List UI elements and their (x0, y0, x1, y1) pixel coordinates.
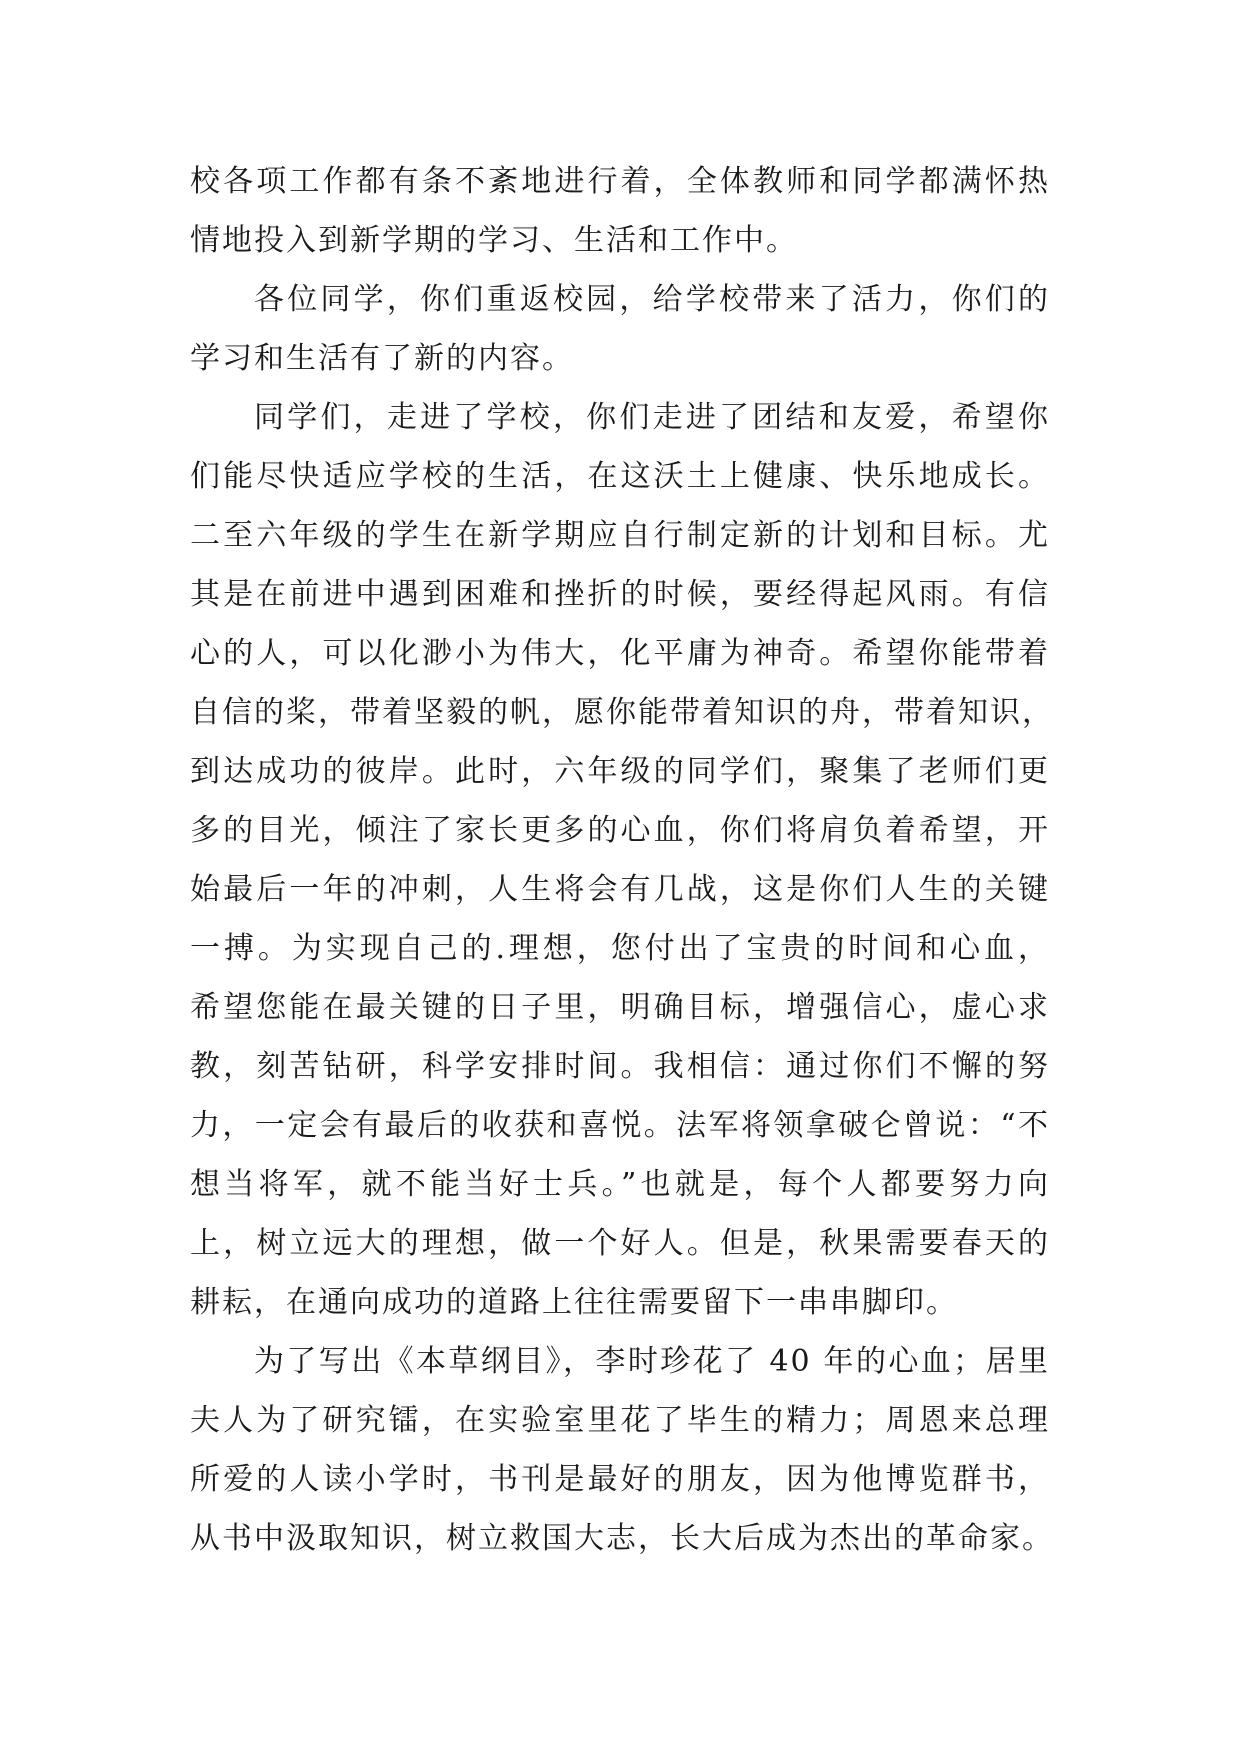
text-line: 想当将军，就不能当好士兵。”也就是，每个人都要努力向 (190, 1167, 1050, 1202)
text-line: 所爱的人读小学时，书刊是最好的朋友，因为他博览群书， (190, 1462, 1050, 1497)
text-line: 希望您能在最关键的日子里，明确目标，增强信心，虚心求 (190, 990, 1050, 1025)
text-line: 校各项工作都有条不紊地进行着，全体教师和同学都满怀热 (190, 164, 1050, 199)
text-line: 力，一定会有最后的收获和喜悦。法军将领拿破仑曾说：“不 (190, 1108, 1050, 1143)
text-line: 一搏。为实现自己的.理想，您付出了宝贵的时间和心血， (190, 931, 1050, 966)
text-line: 从书中汲取知识，树立救国大志，长大后成为杰出的革命家。 (190, 1521, 1054, 1556)
text-line: 上，树立远大的理想，做一个好人。但是，秋果需要春天的 (190, 1226, 1050, 1261)
text-line: 始最后一年的冲刺，人生将会有几战，这是你们人生的关键 (190, 872, 1050, 907)
text-line: 学习和生活有了新的内容。 (190, 341, 574, 376)
paragraph-first-line: 为了写出《本草纲目》，李时珍花了 40 年的心血；居里 (254, 1344, 1050, 1379)
text-line: 到达成功的彼岸。此时，六年级的同学们，聚集了老师们更 (190, 754, 1050, 789)
text-line: 心的人，可以化渺小为伟大，化平庸为神奇。希望你能带着 (190, 636, 1050, 671)
text-line: 教，刻苦钻研，科学安排时间。我相信：通过你们不懈的努 (190, 1049, 1050, 1084)
text-line: 们能尽快适应学校的生活，在这沃土上健康、快乐地成长。 (190, 459, 1050, 494)
text-line: 二至六年级的学生在新学期应自行制定新的计划和目标。尤 (190, 518, 1050, 553)
text-line: 其是在前进中遇到困难和挫折的时候，要经得起风雨。有信 (190, 577, 1050, 612)
text-line: 自信的桨，带着坚毅的帆，愿你能带着知识的舟，带着知识， (190, 695, 1054, 730)
text-line: 耕耘，在通向成功的道路上往往需要留下一串串脚印。 (190, 1285, 958, 1320)
paragraph-first-line: 同学们，走进了学校，你们走进了团结和友爱，希望你 (254, 400, 1050, 435)
text-line: 情地投入到新学期的学习、生活和工作中。 (190, 223, 798, 258)
body-text (190, 152, 1054, 1568)
text-line: 夫人为了研究镭，在实验室里花了毕生的精力；周恩来总理 (190, 1403, 1050, 1438)
text-line: 多的目光，倾注了家长更多的心血，你们将肩负着希望，开 (190, 813, 1050, 848)
paragraph-first-line: 各位同学，你们重返校园，给学校带来了活力，你们的 (254, 282, 1050, 317)
